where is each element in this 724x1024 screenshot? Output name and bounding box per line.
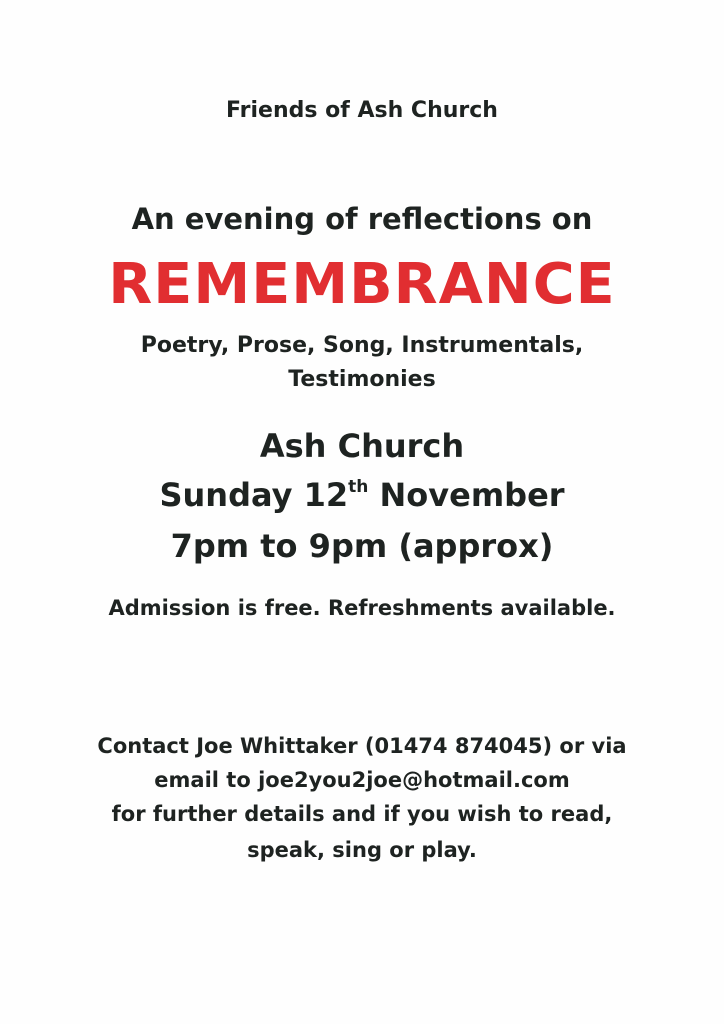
contact-line-4: speak, sing or play. bbox=[247, 838, 477, 862]
date-prefix: Sunday 12 bbox=[159, 476, 349, 514]
event-time: 7pm to 9pm (approx) bbox=[170, 527, 554, 565]
admission-note: Admission is free. Refreshments available. bbox=[108, 596, 616, 620]
venue-name: Ash Church bbox=[259, 427, 465, 465]
date-ordinal-suffix: th bbox=[348, 477, 369, 497]
program-line-1: Poetry, Prose, Song, Instrumentals, bbox=[140, 333, 584, 358]
headline-title: REMEMBRANCE bbox=[108, 252, 616, 317]
program-line-2: Testimonies bbox=[288, 367, 436, 392]
contact-line-1: Contact Joe Whittaker (01474 874045) or via bbox=[97, 734, 627, 758]
event-date bbox=[0, 476, 724, 514]
contact-line-2: email to joe2you2joe@hotmail.com bbox=[154, 768, 570, 792]
intro-heading: An evening of reflections on bbox=[131, 202, 593, 236]
date-month: November bbox=[368, 476, 565, 514]
contact-line-3: for further details and if you wish to read, bbox=[111, 802, 613, 826]
organisation-name: Friends of Ash Church bbox=[226, 98, 498, 123]
